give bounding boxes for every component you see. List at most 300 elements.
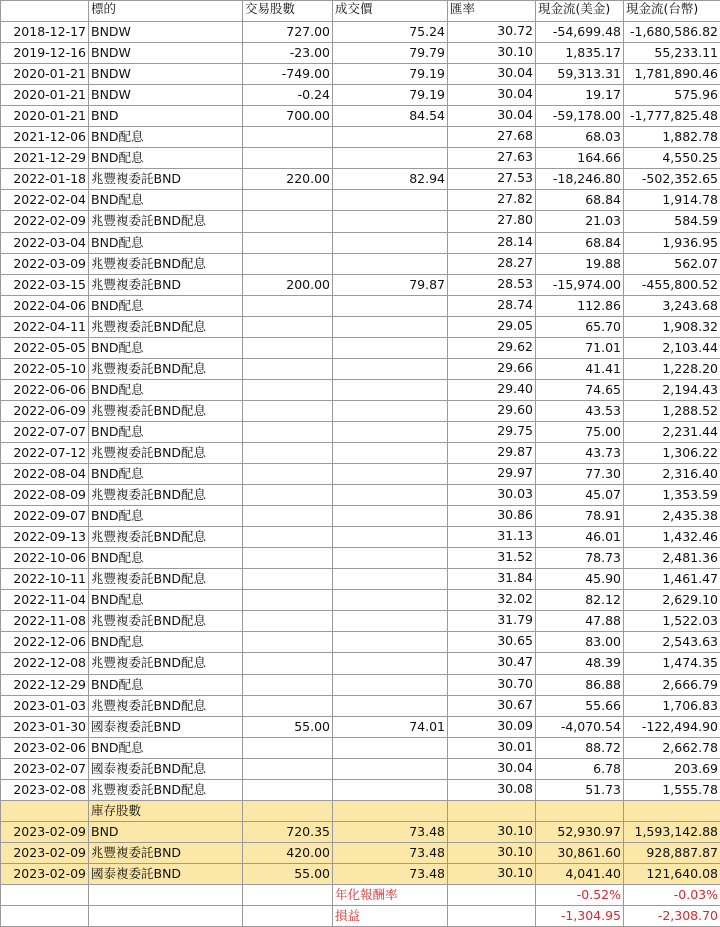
cell-cf-usd[interactable]: 55.66 — [536, 695, 624, 716]
cell-shares[interactable] — [243, 442, 333, 463]
cell-price[interactable] — [333, 442, 448, 463]
header-shares[interactable]: 交易股數 — [243, 1, 333, 22]
cell-price[interactable] — [333, 569, 448, 590]
cell-price[interactable]: 75.24 — [333, 22, 448, 43]
cell-cf-twd[interactable]: 1,593,142.88 — [624, 821, 720, 842]
cell-empty[interactable] — [243, 884, 333, 905]
cell-cf-twd[interactable]: 3,243.68 — [624, 295, 720, 316]
cell-cf-usd[interactable]: 46.01 — [536, 527, 624, 548]
cell-fx[interactable]: 30.70 — [448, 674, 536, 695]
cell-shares[interactable]: 727.00 — [243, 22, 333, 43]
cell-shares[interactable] — [243, 695, 333, 716]
cell-cf-twd[interactable]: 2,666.79 — [624, 674, 720, 695]
cell-name[interactable]: 兆豐複委託BND配息 — [89, 695, 243, 716]
cell-cf-twd[interactable]: 1,781,890.46 — [624, 64, 720, 85]
cell-fx[interactable]: 29.75 — [448, 421, 536, 442]
cell-date[interactable]: 2022-06-06 — [1, 379, 89, 400]
cell-fx[interactable]: 31.52 — [448, 548, 536, 569]
cell-price[interactable] — [333, 464, 448, 485]
cell-shares[interactable] — [243, 590, 333, 611]
cell-cf-usd[interactable]: 86.88 — [536, 674, 624, 695]
cell-name[interactable]: BND配息 — [89, 737, 243, 758]
cell-name[interactable]: 兆豐複委託BND配息 — [89, 253, 243, 274]
cell-fx[interactable]: 31.84 — [448, 569, 536, 590]
cell-cf-twd[interactable]: 1,882.78 — [624, 127, 720, 148]
cell-shares[interactable] — [243, 337, 333, 358]
cell-date[interactable]: 2022-06-09 — [1, 400, 89, 421]
cell-fx[interactable]: 29.60 — [448, 400, 536, 421]
cell-fx[interactable]: 30.10 — [448, 821, 536, 842]
cell-shares[interactable]: 700.00 — [243, 106, 333, 127]
cell-cf-usd[interactable]: 52,930.97 — [536, 821, 624, 842]
cell-shares[interactable] — [243, 211, 333, 232]
cell-shares[interactable] — [243, 779, 333, 800]
cell-shares[interactable] — [243, 611, 333, 632]
cell-fx[interactable]: 29.40 — [448, 379, 536, 400]
cell-cf-twd[interactable]: 2,316.40 — [624, 464, 720, 485]
cell-empty[interactable] — [243, 906, 333, 927]
cell-cf-usd[interactable]: 48.39 — [536, 653, 624, 674]
cell-shares[interactable] — [243, 379, 333, 400]
cell-date[interactable]: 2020-01-21 — [1, 106, 89, 127]
cell-fx[interactable]: 30.86 — [448, 506, 536, 527]
cell-price[interactable] — [333, 295, 448, 316]
cell-fx[interactable]: 27.80 — [448, 211, 536, 232]
cell-shares[interactable]: 200.00 — [243, 274, 333, 295]
cell-shares[interactable] — [243, 148, 333, 169]
cell-cf-usd[interactable]: 78.91 — [536, 506, 624, 527]
cell-cf-twd[interactable]: 1,908.32 — [624, 316, 720, 337]
cell-cf-usd[interactable]: 43.53 — [536, 400, 624, 421]
cell-price[interactable] — [333, 506, 448, 527]
cell-cf-usd[interactable]: 78.73 — [536, 548, 624, 569]
cell-price[interactable] — [333, 421, 448, 442]
cell-cf-twd[interactable]: 4,550.25 — [624, 148, 720, 169]
cell-price[interactable] — [333, 211, 448, 232]
cell-name[interactable]: BND配息 — [89, 421, 243, 442]
cell-name[interactable]: BND — [89, 106, 243, 127]
cell-price[interactable]: 79.79 — [333, 43, 448, 64]
cell-cf-usd[interactable]: 30,861.60 — [536, 842, 624, 863]
cell-fx[interactable]: 29.66 — [448, 358, 536, 379]
cell-date[interactable]: 2022-05-05 — [1, 337, 89, 358]
cell-cf-usd[interactable]: -15,974.00 — [536, 274, 624, 295]
cell-name[interactable]: BNDW — [89, 22, 243, 43]
cell-name[interactable]: 兆豐複委託BND — [89, 169, 243, 190]
cell-fx[interactable]: 32.02 — [448, 590, 536, 611]
annual-return-usd[interactable]: -0.52% — [536, 884, 624, 905]
cell-date[interactable]: 2020-01-21 — [1, 64, 89, 85]
cell-cf-usd[interactable]: 83.00 — [536, 632, 624, 653]
cell-date[interactable]: 2023-01-03 — [1, 695, 89, 716]
cell-date[interactable]: 2018-12-17 — [1, 22, 89, 43]
cell-cf-twd[interactable]: -122,494.90 — [624, 716, 720, 737]
cell-date[interactable]: 2022-02-04 — [1, 190, 89, 211]
cell-empty[interactable] — [624, 800, 720, 821]
cell-cf-usd[interactable]: 164.66 — [536, 148, 624, 169]
cell-cf-usd[interactable]: 71.01 — [536, 337, 624, 358]
cell-price[interactable]: 84.54 — [333, 106, 448, 127]
cell-fx[interactable]: 28.27 — [448, 253, 536, 274]
cell-name[interactable]: 兆豐複委託BND配息 — [89, 569, 243, 590]
cell-date[interactable]: 2022-12-08 — [1, 653, 89, 674]
cell-price[interactable] — [333, 548, 448, 569]
cell-fx[interactable]: 28.53 — [448, 274, 536, 295]
cell-shares[interactable] — [243, 569, 333, 590]
cell-empty[interactable] — [89, 906, 243, 927]
cell-price[interactable] — [333, 779, 448, 800]
cell-fx[interactable]: 30.04 — [448, 758, 536, 779]
cell-fx[interactable]: 27.53 — [448, 169, 536, 190]
cell-price[interactable] — [333, 485, 448, 506]
cell-date[interactable]: 2022-07-12 — [1, 442, 89, 463]
cell-cf-usd[interactable]: 77.30 — [536, 464, 624, 485]
cell-shares[interactable]: 55.00 — [243, 863, 333, 884]
cell-shares[interactable] — [243, 253, 333, 274]
cell-name[interactable]: BND配息 — [89, 632, 243, 653]
cell-name[interactable]: 兆豐複委託BND配息 — [89, 358, 243, 379]
cell-date[interactable]: 2022-08-04 — [1, 464, 89, 485]
cell-price[interactable] — [333, 653, 448, 674]
cell-cf-twd[interactable]: 2,231.44 — [624, 421, 720, 442]
cell-cf-twd[interactable]: 1,555.78 — [624, 779, 720, 800]
cell-shares[interactable]: 220.00 — [243, 169, 333, 190]
cell-cf-usd[interactable]: 51.73 — [536, 779, 624, 800]
cell-name[interactable]: BND配息 — [89, 379, 243, 400]
inventory-label-date-cell[interactable] — [1, 800, 89, 821]
cell-cf-twd[interactable]: 1,474.35 — [624, 653, 720, 674]
cell-empty[interactable] — [448, 800, 536, 821]
cell-name[interactable]: BND配息 — [89, 337, 243, 358]
cell-cf-twd[interactable]: 55,233.11 — [624, 43, 720, 64]
cell-cf-usd[interactable]: 43.73 — [536, 442, 624, 463]
cell-cf-twd[interactable]: -455,800.52 — [624, 274, 720, 295]
cell-empty[interactable] — [1, 884, 89, 905]
header-name[interactable]: 標的 — [89, 1, 243, 22]
cell-name[interactable]: BNDW — [89, 43, 243, 64]
cell-cf-usd[interactable]: 45.90 — [536, 569, 624, 590]
cell-cf-twd[interactable]: 1,288.52 — [624, 400, 720, 421]
cell-date[interactable]: 2023-02-06 — [1, 737, 89, 758]
cell-price[interactable]: 82.94 — [333, 169, 448, 190]
cell-fx[interactable]: 30.10 — [448, 43, 536, 64]
cell-fx[interactable]: 27.68 — [448, 127, 536, 148]
cell-cf-usd[interactable]: 74.65 — [536, 379, 624, 400]
cell-cf-usd[interactable]: 59,313.31 — [536, 64, 624, 85]
cell-price[interactable]: 79.87 — [333, 274, 448, 295]
cell-date[interactable]: 2022-10-11 — [1, 569, 89, 590]
cell-shares[interactable] — [243, 737, 333, 758]
cell-name[interactable]: 兆豐複委託BND配息 — [89, 400, 243, 421]
cell-empty[interactable] — [536, 800, 624, 821]
cell-cf-twd[interactable]: 121,640.08 — [624, 863, 720, 884]
cell-cf-usd[interactable]: 45.07 — [536, 485, 624, 506]
cell-name[interactable]: BND配息 — [89, 548, 243, 569]
cell-empty[interactable] — [333, 800, 448, 821]
cell-shares[interactable]: -23.00 — [243, 43, 333, 64]
cell-name[interactable]: 兆豐複委託BND — [89, 842, 243, 863]
cell-date[interactable]: 2022-01-18 — [1, 169, 89, 190]
cell-shares[interactable] — [243, 295, 333, 316]
cell-date[interactable]: 2022-03-09 — [1, 253, 89, 274]
pnl-label[interactable]: 損益 — [333, 906, 448, 927]
cell-price[interactable]: 79.19 — [333, 64, 448, 85]
cell-cf-usd[interactable]: 1,835.17 — [536, 43, 624, 64]
cell-empty[interactable] — [448, 884, 536, 905]
cell-cf-twd[interactable]: 2,481.36 — [624, 548, 720, 569]
annual-return-label[interactable]: 年化報酬率 — [333, 884, 448, 905]
cell-cf-twd[interactable]: 1,914.78 — [624, 190, 720, 211]
cell-price[interactable] — [333, 127, 448, 148]
cell-fx[interactable]: 28.74 — [448, 295, 536, 316]
cell-price[interactable] — [333, 674, 448, 695]
cell-cf-usd[interactable]: 41.41 — [536, 358, 624, 379]
cell-name[interactable]: 兆豐複委託BND配息 — [89, 653, 243, 674]
cell-cf-twd[interactable]: 203.69 — [624, 758, 720, 779]
cell-date[interactable]: 2023-02-08 — [1, 779, 89, 800]
cell-cf-twd[interactable]: 2,629.10 — [624, 590, 720, 611]
cell-price[interactable] — [333, 695, 448, 716]
cell-shares[interactable] — [243, 632, 333, 653]
cell-fx[interactable]: 29.87 — [448, 442, 536, 463]
cell-name[interactable]: BND配息 — [89, 590, 243, 611]
cell-cf-usd[interactable]: -18,246.80 — [536, 169, 624, 190]
cell-name[interactable]: 國泰複委託BND — [89, 716, 243, 737]
cell-shares[interactable] — [243, 400, 333, 421]
cell-shares[interactable] — [243, 190, 333, 211]
cell-shares[interactable] — [243, 358, 333, 379]
cell-shares[interactable] — [243, 485, 333, 506]
cell-name[interactable]: BND配息 — [89, 295, 243, 316]
cell-cf-usd[interactable]: 82.12 — [536, 590, 624, 611]
pnl-usd[interactable]: -1,304.95 — [536, 906, 624, 927]
cell-price[interactable] — [333, 316, 448, 337]
cell-fx[interactable]: 30.10 — [448, 863, 536, 884]
cell-cf-twd[interactable]: 1,306.22 — [624, 442, 720, 463]
cell-cf-twd[interactable]: 1,353.59 — [624, 485, 720, 506]
header-cf-twd[interactable]: 現金流(台幣) — [624, 1, 720, 22]
cell-fx[interactable]: 30.72 — [448, 22, 536, 43]
cell-cf-twd[interactable]: 1,432.46 — [624, 527, 720, 548]
cell-date[interactable]: 2022-08-09 — [1, 485, 89, 506]
cell-fx[interactable]: 30.08 — [448, 779, 536, 800]
cell-cf-twd[interactable]: 575.96 — [624, 85, 720, 106]
cell-name[interactable]: 兆豐複委託BND配息 — [89, 527, 243, 548]
cell-price[interactable]: 73.48 — [333, 842, 448, 863]
cell-name[interactable]: BND配息 — [89, 127, 243, 148]
cell-date[interactable]: 2023-02-09 — [1, 842, 89, 863]
cell-cf-usd[interactable]: 4,041.40 — [536, 863, 624, 884]
cell-date[interactable]: 2022-03-15 — [1, 274, 89, 295]
cell-name[interactable]: 兆豐複委託BND配息 — [89, 611, 243, 632]
cell-cf-usd[interactable]: 47.88 — [536, 611, 624, 632]
cell-date[interactable]: 2020-01-21 — [1, 85, 89, 106]
cell-price[interactable] — [333, 358, 448, 379]
cell-cf-usd[interactable]: 21.03 — [536, 211, 624, 232]
cell-fx[interactable]: 30.04 — [448, 64, 536, 85]
cell-name[interactable]: 國泰複委託BND配息 — [89, 758, 243, 779]
cell-cf-twd[interactable]: -502,352.65 — [624, 169, 720, 190]
cell-fx[interactable]: 30.03 — [448, 485, 536, 506]
header-date[interactable] — [1, 1, 89, 22]
cell-name[interactable]: 兆豐複委託BND — [89, 274, 243, 295]
cell-empty[interactable] — [448, 906, 536, 927]
cell-name[interactable]: 兆豐複委託BND配息 — [89, 485, 243, 506]
cell-price[interactable] — [333, 379, 448, 400]
cell-name[interactable]: BND配息 — [89, 148, 243, 169]
cell-price[interactable]: 73.48 — [333, 863, 448, 884]
cell-name[interactable]: BND配息 — [89, 464, 243, 485]
cell-shares[interactable]: 720.35 — [243, 821, 333, 842]
cell-cf-usd[interactable]: 19.88 — [536, 253, 624, 274]
cell-fx[interactable]: 30.04 — [448, 106, 536, 127]
cell-cf-usd[interactable]: 68.84 — [536, 232, 624, 253]
cell-cf-twd[interactable]: 1,706.83 — [624, 695, 720, 716]
cell-fx[interactable]: 28.14 — [448, 232, 536, 253]
cell-name[interactable]: BNDW — [89, 85, 243, 106]
cell-price[interactable] — [333, 611, 448, 632]
cell-shares[interactable] — [243, 527, 333, 548]
cell-date[interactable]: 2022-02-09 — [1, 211, 89, 232]
cell-date[interactable]: 2021-12-29 — [1, 148, 89, 169]
cell-cf-usd[interactable]: -4,070.54 — [536, 716, 624, 737]
cell-date[interactable]: 2022-11-08 — [1, 611, 89, 632]
cell-shares[interactable]: 55.00 — [243, 716, 333, 737]
cell-fx[interactable]: 29.62 — [448, 337, 536, 358]
cell-date[interactable]: 2022-03-04 — [1, 232, 89, 253]
cell-date[interactable]: 2023-01-30 — [1, 716, 89, 737]
cell-cf-usd[interactable]: 19.17 — [536, 85, 624, 106]
cell-date[interactable]: 2021-12-06 — [1, 127, 89, 148]
cell-shares[interactable] — [243, 674, 333, 695]
cell-price[interactable] — [333, 632, 448, 653]
cell-name[interactable]: BND配息 — [89, 232, 243, 253]
cell-shares[interactable]: -749.00 — [243, 64, 333, 85]
cell-date[interactable]: 2022-10-06 — [1, 548, 89, 569]
cell-cf-twd[interactable]: 1,228.20 — [624, 358, 720, 379]
cell-date[interactable]: 2022-12-29 — [1, 674, 89, 695]
cell-date[interactable]: 2022-04-11 — [1, 316, 89, 337]
cell-cf-twd[interactable]: 2,103.44 — [624, 337, 720, 358]
pnl-twd[interactable]: -2,308.70 — [624, 906, 720, 927]
cell-shares[interactable] — [243, 653, 333, 674]
cell-date[interactable]: 2022-05-10 — [1, 358, 89, 379]
cell-price[interactable] — [333, 400, 448, 421]
cell-price[interactable] — [333, 527, 448, 548]
cell-cf-twd[interactable]: 1,522.03 — [624, 611, 720, 632]
cell-shares[interactable] — [243, 127, 333, 148]
cell-price[interactable]: 79.19 — [333, 85, 448, 106]
cell-price[interactable] — [333, 590, 448, 611]
cell-cf-usd[interactable]: -59,178.00 — [536, 106, 624, 127]
cell-cf-usd[interactable]: 68.03 — [536, 127, 624, 148]
cell-shares[interactable] — [243, 758, 333, 779]
cell-fx[interactable]: 30.01 — [448, 737, 536, 758]
cell-fx[interactable]: 31.13 — [448, 527, 536, 548]
cell-fx[interactable]: 30.67 — [448, 695, 536, 716]
cell-shares[interactable] — [243, 232, 333, 253]
cell-cf-twd[interactable]: 2,543.63 — [624, 632, 720, 653]
cell-fx[interactable]: 27.82 — [448, 190, 536, 211]
cell-cf-usd[interactable]: 88.72 — [536, 737, 624, 758]
cell-date[interactable]: 2019-12-16 — [1, 43, 89, 64]
cell-cf-twd[interactable]: 562.07 — [624, 253, 720, 274]
cell-shares[interactable]: -0.24 — [243, 85, 333, 106]
cell-price[interactable] — [333, 190, 448, 211]
cell-price[interactable] — [333, 337, 448, 358]
cell-fx[interactable]: 30.47 — [448, 653, 536, 674]
cell-price[interactable]: 73.48 — [333, 821, 448, 842]
cell-price[interactable] — [333, 148, 448, 169]
cell-name[interactable]: 兆豐複委託BND配息 — [89, 211, 243, 232]
cell-cf-twd[interactable]: 2,662.78 — [624, 737, 720, 758]
cell-empty[interactable] — [89, 884, 243, 905]
cell-cf-twd[interactable]: 1,936.95 — [624, 232, 720, 253]
cell-date[interactable]: 2023-02-09 — [1, 821, 89, 842]
cell-fx[interactable]: 30.65 — [448, 632, 536, 653]
cell-price[interactable] — [333, 253, 448, 274]
cell-price[interactable] — [333, 232, 448, 253]
cell-cf-twd[interactable]: 1,461.47 — [624, 569, 720, 590]
cell-name[interactable]: 國泰複委託BND — [89, 863, 243, 884]
header-price[interactable]: 成交價 — [333, 1, 448, 22]
cell-name[interactable]: BNDW — [89, 64, 243, 85]
inventory-label[interactable]: 庫存股數 — [89, 800, 243, 821]
cell-date[interactable]: 2022-04-06 — [1, 295, 89, 316]
cell-date[interactable]: 2023-02-07 — [1, 758, 89, 779]
cell-empty[interactable] — [1, 906, 89, 927]
cell-empty[interactable] — [243, 800, 333, 821]
cell-fx[interactable]: 31.79 — [448, 611, 536, 632]
cell-date[interactable]: 2023-02-09 — [1, 863, 89, 884]
cell-cf-twd[interactable]: 928,887.87 — [624, 842, 720, 863]
cell-cf-twd[interactable]: 584.59 — [624, 211, 720, 232]
cell-date[interactable]: 2022-09-13 — [1, 527, 89, 548]
cell-shares[interactable] — [243, 506, 333, 527]
cell-price[interactable]: 74.01 — [333, 716, 448, 737]
cell-name[interactable]: 兆豐複委託BND配息 — [89, 316, 243, 337]
cell-cf-usd[interactable]: -54,699.48 — [536, 22, 624, 43]
cell-fx[interactable]: 30.09 — [448, 716, 536, 737]
cell-fx[interactable]: 30.10 — [448, 842, 536, 863]
cell-name[interactable]: BND配息 — [89, 674, 243, 695]
cell-date[interactable]: 2022-12-06 — [1, 632, 89, 653]
cell-price[interactable] — [333, 758, 448, 779]
cell-shares[interactable] — [243, 548, 333, 569]
header-cf-usd[interactable]: 現金流(美金) — [536, 1, 624, 22]
cell-cf-twd[interactable]: 2,435.38 — [624, 506, 720, 527]
cell-name[interactable]: 兆豐複委託BND配息 — [89, 779, 243, 800]
cell-name[interactable]: 兆豐複委託BND配息 — [89, 442, 243, 463]
header-fx[interactable]: 匯率 — [448, 1, 536, 22]
cell-fx[interactable]: 30.04 — [448, 85, 536, 106]
cell-cf-usd[interactable]: 75.00 — [536, 421, 624, 442]
cell-cf-usd[interactable]: 6.78 — [536, 758, 624, 779]
cell-shares[interactable] — [243, 464, 333, 485]
cell-cf-usd[interactable]: 68.84 — [536, 190, 624, 211]
cell-name[interactable]: BND — [89, 821, 243, 842]
cell-date[interactable]: 2022-07-07 — [1, 421, 89, 442]
cell-name[interactable]: BND配息 — [89, 506, 243, 527]
annual-return-twd[interactable]: -0.03% — [624, 884, 720, 905]
cell-cf-usd[interactable]: 112.86 — [536, 295, 624, 316]
cell-name[interactable]: BND配息 — [89, 190, 243, 211]
cell-date[interactable]: 2022-11-04 — [1, 590, 89, 611]
cell-shares[interactable] — [243, 421, 333, 442]
cell-fx[interactable]: 27.63 — [448, 148, 536, 169]
cell-fx[interactable]: 29.05 — [448, 316, 536, 337]
cell-shares[interactable]: 420.00 — [243, 842, 333, 863]
